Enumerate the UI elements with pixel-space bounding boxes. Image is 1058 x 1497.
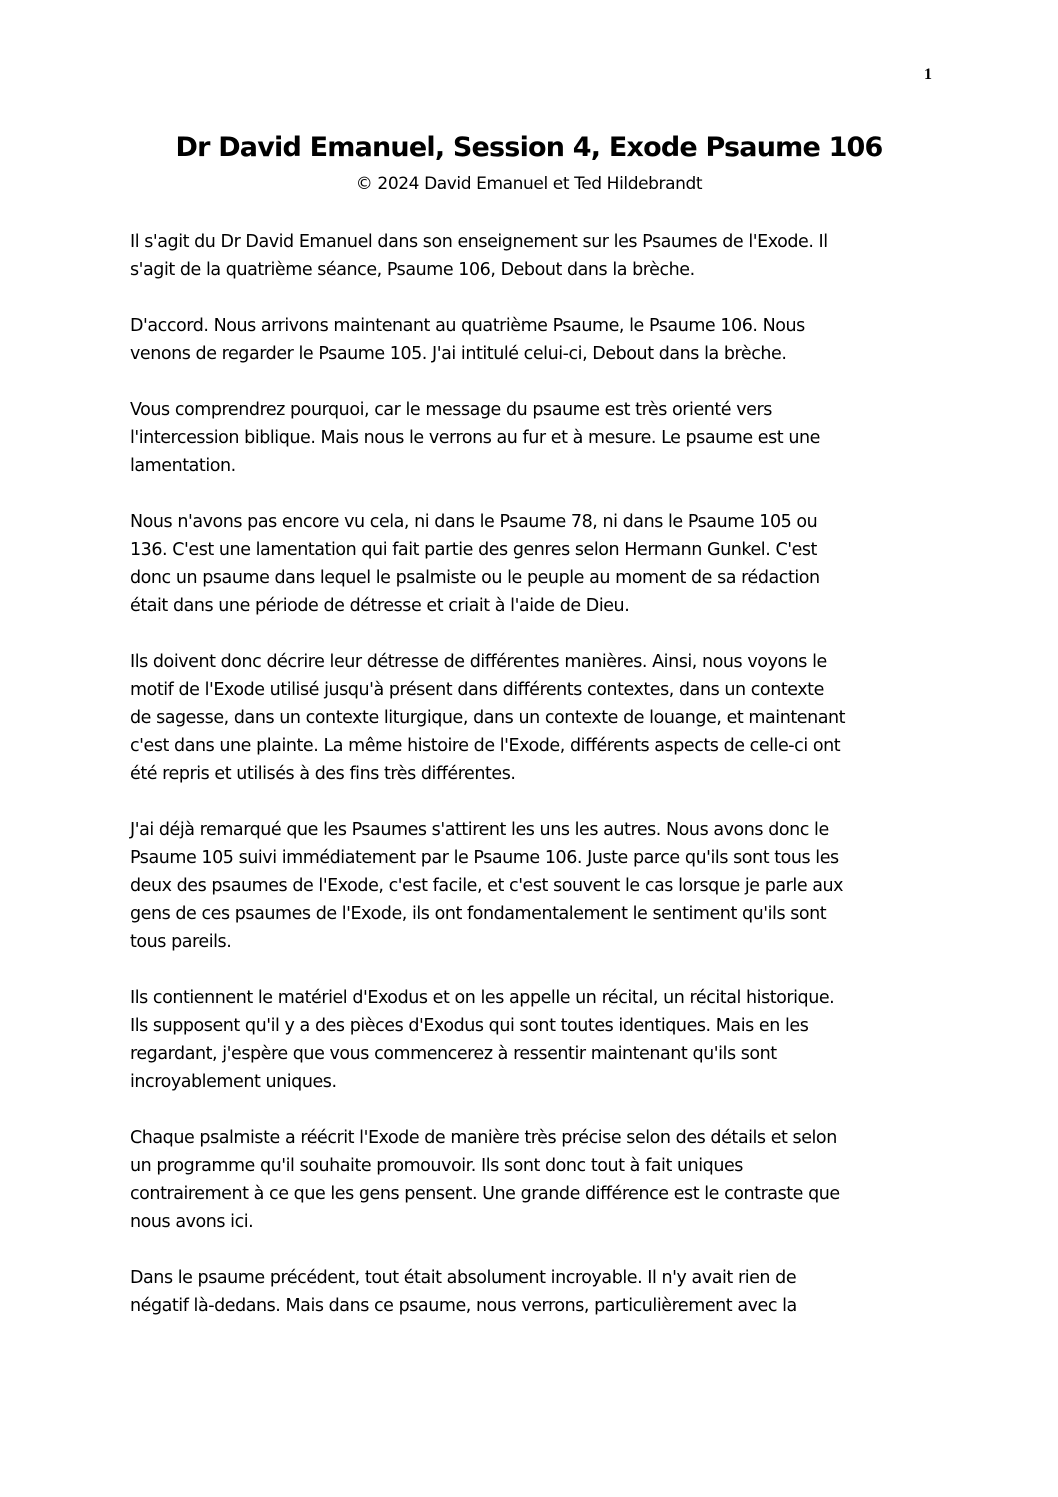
text-line: Il s'agit du Dr David Emanuel dans son enseignement sur les Psaumes de l'Exode. Il xyxy=(130,232,828,252)
text-line: Psaume 105 suivi immédiatement par le Psaume 106. Juste parce qu'ils sont tous les xyxy=(130,848,839,868)
text-line: été repris et utilisés à des fins très différentes. xyxy=(130,764,516,784)
text-line: contrairement à ce que les gens pensent. Une grande différence est le contraste que xyxy=(130,1184,840,1204)
text-line: Ils doivent donc décrire leur détresse de différentes manières. Ainsi, nous voyons le xyxy=(130,652,827,672)
paragraph xyxy=(130,312,930,368)
text-line: motif de l'Exode utilisé jusqu'à présent dans différents contextes, dans un contexte xyxy=(130,680,824,700)
page-number: 1 xyxy=(924,66,932,83)
text-line: Vous comprendrez pourquoi, car le message du psaume est très orienté vers xyxy=(130,400,772,420)
text-line: lamentation. xyxy=(130,456,236,476)
paragraph xyxy=(130,816,930,956)
paragraph xyxy=(130,508,930,620)
paragraph xyxy=(130,1124,930,1236)
text-line: un programme qu'il souhaite promouvoir. Ils sont donc tout à fait uniques xyxy=(130,1156,743,1176)
paragraph xyxy=(130,396,930,480)
document-body xyxy=(130,228,930,1348)
paragraph xyxy=(130,648,930,788)
text-line: Dans le psaume précédent, tout était absolument incroyable. Il n'y avait rien de xyxy=(130,1268,797,1288)
text-line: venons de regarder le Psaume 105. J'ai intitulé celui-ci, Debout dans la brèche. xyxy=(130,344,787,364)
text-line: Ils contiennent le matériel d'Exodus et on les appelle un récital, un récital historique. xyxy=(130,988,835,1008)
text-line: incroyablement uniques. xyxy=(130,1072,337,1092)
document-title: Dr David Emanuel, Session 4, Exode Psaume 106 xyxy=(175,132,883,163)
text-line: Ils supposent qu'il y a des pièces d'Exodus qui sont toutes identiques. Mais en les xyxy=(130,1016,809,1036)
paragraph xyxy=(130,1264,930,1320)
text-line: de sagesse, dans un contexte liturgique, dans un contexte de louange, et maintenant xyxy=(130,708,846,728)
copyright-line: © 2024 David Emanuel et Ted Hildebrandt xyxy=(355,174,703,194)
text-line: était dans une période de détresse et criait à l'aide de Dieu. xyxy=(130,596,630,616)
text-line: Nous n'avons pas encore vu cela, ni dans le Psaume 78, ni dans le Psaume 105 ou xyxy=(130,512,818,532)
text-line: donc un psaume dans lequel le psalmiste ou le peuple au moment de sa rédaction xyxy=(130,568,820,588)
text-line: J'ai déjà remarqué que les Psaumes s'attirent les uns les autres. Nous avons donc le xyxy=(130,820,829,840)
text-line: gens de ces psaumes de l'Exode, ils ont fondamentalement le sentiment qu'ils sont xyxy=(130,904,827,924)
paragraph xyxy=(130,228,930,284)
text-line: 136. C'est une lamentation qui fait partie des genres selon Hermann Gunkel. C'est xyxy=(130,540,817,560)
text-line: l'intercession biblique. Mais nous le verrons au fur et à mesure. Le psaume est une xyxy=(130,428,820,448)
text-line: nous avons ici. xyxy=(130,1212,254,1232)
text-line: s'agit de la quatrième séance, Psaume 106, Debout dans la brèche. xyxy=(130,260,695,280)
text-line: tous pareils. xyxy=(130,932,232,952)
text-line: c'est dans une plainte. La même histoire de l'Exode, différents aspects de celle-ci ont xyxy=(130,736,841,756)
paragraph xyxy=(130,984,930,1096)
text-line: regardant, j'espère que vous commencerez à ressentir maintenant qu'ils sont xyxy=(130,1044,777,1064)
text-line: D'accord. Nous arrivons maintenant au quatrième Psaume, le Psaume 106. Nous xyxy=(130,316,805,336)
text-line: Chaque psalmiste a réécrit l'Exode de manière très précise selon des détails et selon xyxy=(130,1128,837,1148)
text-line: négatif là-dedans. Mais dans ce psaume, nous verrons, particulièrement avec la xyxy=(130,1296,797,1316)
text-line: deux des psaumes de l'Exode, c'est facile, et c'est souvent le cas lorsque je parle aux xyxy=(130,876,844,896)
